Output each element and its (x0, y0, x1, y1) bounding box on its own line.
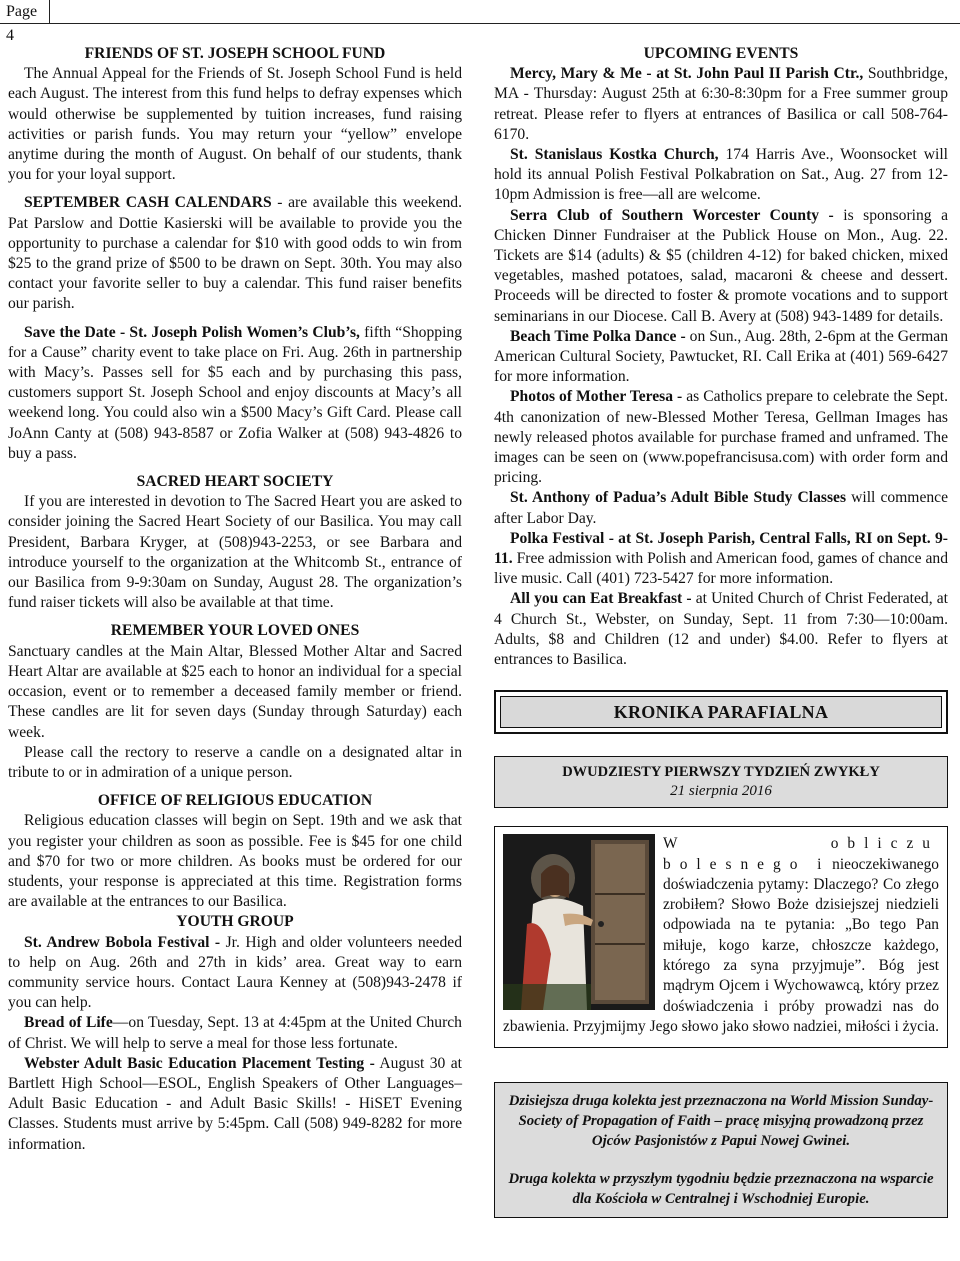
webster-text: August 30 at Bartlett High School—ESOL, English Speakers of Other Languages– Adult Basic Education - and Adult Basic Skills! - HiSET Evening Classes. Students must arrive by 5:45pm. Call (508) 949-8282 for more information. (8, 1054, 462, 1153)
padua-paragraph (494, 488, 948, 528)
mercy-heading: Mercy, Mary & Me - at St. John Paul II Parish Ctr., (510, 65, 864, 83)
right-column (494, 44, 948, 1218)
office-heading: OFFICE OF RELIGIOUS EDUCATION (97, 792, 373, 810)
left-column (8, 44, 462, 1155)
serra-text: is sponsoring a Chicken Dinner Fundraiser at the Publick House on Mon., Aug. 22. Tickets are $14 (adults) & $5 (children 4-12) for baked chicken, mixed vegetables, mashed potatoes, salad, macaroni & cheese and dessert. Proceeds will be directed to foster & promote vocations and to support seminarians in our Diocese. Call B. Avery at (508) 943-1489 for details. (494, 206, 948, 325)
bobola-paragraph (8, 933, 462, 1014)
save-heading: Save the Date - St. Joseph Polish Women’s Club’s, (24, 323, 360, 341)
kostka-text: 174 Harris Ave., Woonsocket will hold its annual Polish Festival Polkabration on Sat., Aug. 27 from 12-10pm Admission is free—all are welcome. (494, 146, 948, 204)
save-paragraph (8, 323, 462, 464)
mercy-text: Southbridge, MA - Thursday: August 25th at 6:30-8:30pm for a Free summer group retreat. Please refer to flyers at entrances of Basilica or call 508-764-6170. (494, 65, 949, 143)
bobola-heading: St. Andrew Bobola Festival - (24, 933, 221, 951)
remember-text-2: Please call the rectory to reserve a candle on a designated altar in tribute to or in admiration of a unique person. (8, 743, 462, 781)
sacred-heading: SACRED HEART SOCIETY (136, 473, 334, 491)
kostka-heading: St. Stanislaus Kostka Church, (510, 146, 719, 164)
serra-heading: Serra Club of Southern Worcester County - (510, 206, 834, 224)
office-text: Religious education classes will begin on Sept. 19th and we ask that you register your children as soon as possible. Fee is $45 for one child and $70 for two or more children. As books must be ordered for our students, your response is appreciated at this time. Registration forms are available at the entrances to our Basilica. (8, 812, 462, 911)
photos-heading: Photos of Mother Teresa - (510, 388, 683, 406)
cash-text: Pat Parslow and Dottie Kasierski will be available to provide you the opportunity to purchase a calendar for $10 with good odds to win from $25 to the grand prize of $500 to be drawn on Sept. 30th. You may also contact your favorite seller to buy a calendar. This fund raiser benefits our parish. (8, 214, 462, 313)
collection-text-2: Druga kolekta w przyszłym tygodniu będzie przeznaczona na wsparcie dla Kościoła w Centralnej i Wschodniej Europie. (508, 1171, 934, 1208)
bread-heading: Bread of Life (24, 1014, 113, 1032)
collection-text-1: Dzisiejsza druga kolekta jest przeznaczona na World Mission Sunday-Society of Propagation of Faith – pracę misyjną prowadzoną przez Ojców Pasjonistów z Papui Nowej Gwinei. (508, 1093, 934, 1150)
polka-heading: Polka Festival - at St. Joseph Parish, Central Falls, RI on Sept. 9-11. (494, 529, 948, 568)
photos-paragraph (494, 387, 948, 488)
breakfast-paragraph (494, 589, 948, 670)
polka-paragraph (494, 529, 948, 590)
bread-text: —on Tuesday, Sept. 13 at 4:45pm at the United Church of Christ. We will help to serve a meal for those less fortunate. (8, 1014, 462, 1052)
week-box (494, 756, 948, 808)
upcoming-heading: UPCOMING EVENTS (643, 45, 799, 62)
reflection-text: i nieoczekiwanego doświadczenia pytamy: Dlaczego? Co złego zrobiłem? Słowo Boże dzisiejszej niedzieli odpowiada na te pytania: „Bo tego Pan miłuje, kogo karze, chłoszcze każdego, którego za syna przyjmuje”. Bóg jest mądrym Ojcem i Wychowawcą, który przez doświadczenia i próby prowadzi nas do zbawienia. Przyjmijmy Jego słowo jako słowo nadziei, miłości i życia. (503, 855, 939, 1035)
photos-text: as Catholics prepare to celebrate the Sept. 4th canonization of new-Blessed Mother Teresa, Gellman Images has newly released photos available for purchase framed and unframed. The images can be seen on (www.popefrancisusa.com) with order form and pricing. (494, 388, 948, 487)
week-date: 21 sierpnia 2016 (670, 783, 772, 800)
remember-heading: REMEMBER YOUR LOVED ONES (110, 622, 360, 640)
reflection-lead: W obliczu bolesnego (663, 835, 939, 873)
bobola-text: Jr. High and older volunteers needed to help on Aug. 26th and 27th in kids’ area. Great way to earn community service hours. Contact Laura Kenney at (508)943-2478 if you can help. (8, 933, 462, 1012)
kostka-paragraph (494, 145, 948, 206)
reflection-box (494, 826, 948, 1048)
kronika-heading: KRONIKA PARAFIALNA (500, 696, 942, 728)
breakfast-text: at United Church of Christ Federated, at 4 Church St., Webster, on Sunday, Sept. 11 from 7:30—10:00am. Adults, $8 and Children (12 and under) $4.00. Refer to flyers at entrances to Basilica. (494, 590, 949, 669)
save-text: fifth “Shopping for a Cause” charity event to take place on Fri. Aug. 26th in partnership with Macy’s. Passes sell for $5 each and by purchasing this pass, customers support St. Joseph School and enjoy discounts at Macy’s all weekend long. You could also win a $500 Macy’s Gift Card. Please call JoAnn Canty at (508) 943-8587 or Zofia Walker at (508) 943-4826 to buy a pass. (8, 323, 462, 462)
kronika-box (494, 690, 948, 734)
beach-text: on Sun., Aug. 28th, 2-6pm at the German American Cultural Society, Pawtucket, RI. Call Erika at (401) 569-6427 for more information. (494, 327, 948, 386)
page-label: Page 4 (0, 0, 50, 24)
webster-paragraph (8, 1054, 462, 1155)
padua-heading: St. Anthony of Padua’s Adult Bible Study Classes (510, 489, 847, 507)
cash-heading: SEPTEMBER CASH CALENDARS (24, 194, 272, 212)
beach-heading: Beach Time Polka Dance - (510, 327, 686, 345)
top-rule (50, 23, 960, 24)
serra-paragraph (494, 206, 948, 327)
padua-text: will commence after Labor Day. (494, 489, 948, 527)
remember-text-1: Sanctuary candles at the Main Altar, Blessed Mother Altar and Sacred Heart Altar are available at $25 each to honor an individual for a special occasion, event or to remember a deceased family member or friend. These candles are lit for seven days (Sunday through Saturday) each week. (8, 642, 462, 741)
cash-lead: - are available this weekend. (271, 194, 462, 212)
beach-paragraph (494, 327, 948, 388)
jesus-knocking-image (503, 834, 655, 1010)
polka-text: Free admission with Polish and American food, games of chance and live music. Call (401) 723-5427 for more information. (494, 550, 948, 588)
sacred-text: If you are interested in devotion to The Sacred Heart you are asked to consider joining the Sacred Heart Society of our Basilica. You may call President, Barbara Kryger, at (508)943-2253, or see Barbara and introduce yourself to the organization at the Whitcomb St., entrance of our Basilica from 9-9:30am on Sunday, August 28. The organization’s fund raiser tickets will also be available at that time. (8, 493, 462, 612)
week-heading: DWUDZIESTY PIERWSZY TYDZIEŃ ZWYKŁY (562, 764, 880, 781)
cash-paragraph (8, 193, 462, 314)
webster-heading: Webster Adult Basic Education Placement Testing - (24, 1054, 375, 1072)
bread-paragraph (8, 1013, 462, 1053)
friends-heading: FRIENDS OF ST. JOSEPH SCHOOL FUND (84, 45, 386, 62)
mercy-paragraph (494, 64, 948, 145)
collection-box (494, 1082, 948, 1218)
friends-text: The Annual Appeal for the Friends of St. Joseph School Fund is held each August. The interest from this fund helps to defray expenses which would otherwise be supplemented by tuition increases, fund raising activities or parish funds. You may return your “yellow” envelope anytime during the month of August. On behalf of our students, thank you for your loyal support. (8, 65, 462, 184)
youth-heading: YOUTH GROUP (176, 913, 294, 931)
breakfast-heading: All you can Eat Breakfast - (510, 590, 692, 608)
